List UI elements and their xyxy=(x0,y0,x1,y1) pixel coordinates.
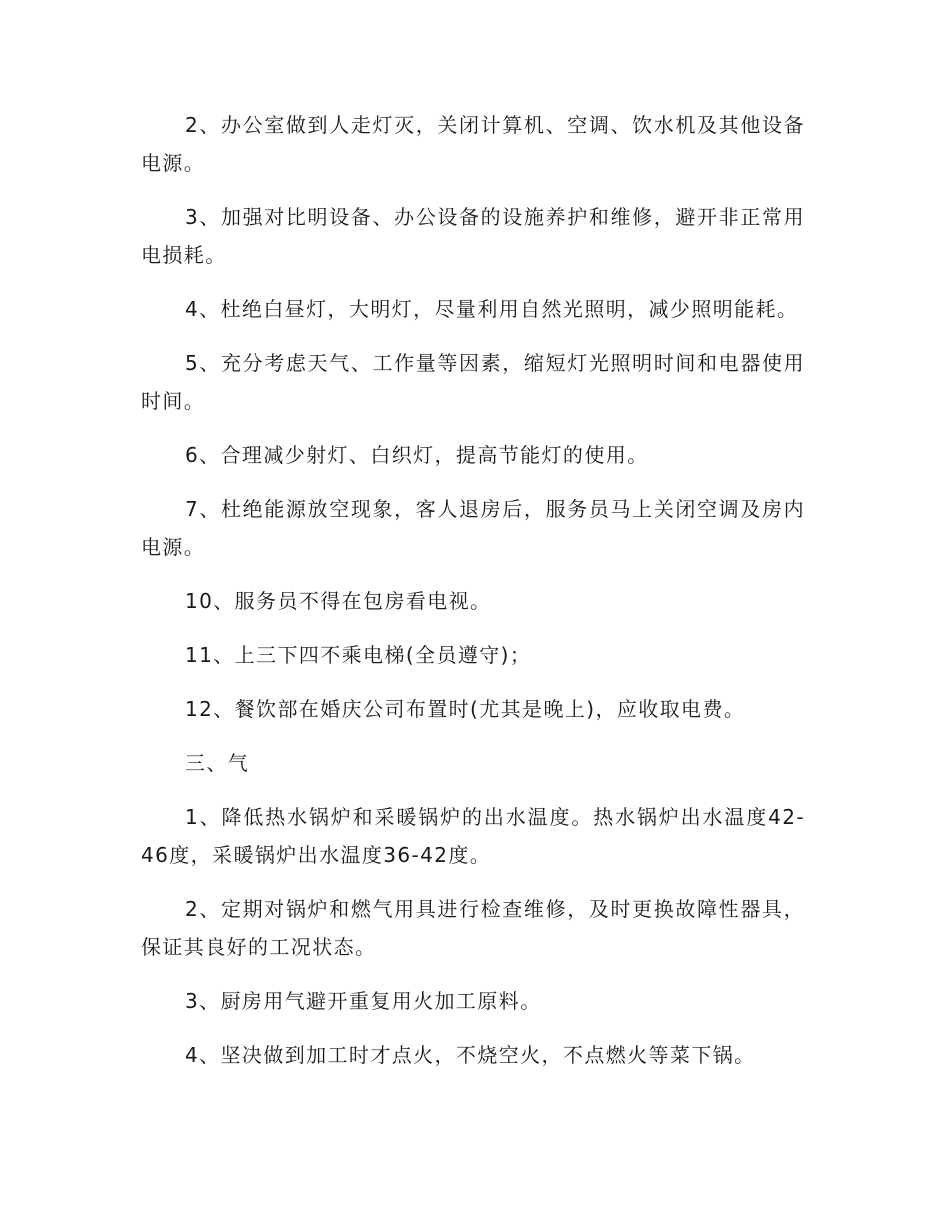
paragraph-gas-item-3-kitchen-fire: 3、厨房用气避开重复用火加工原料。 xyxy=(185,989,542,1013)
paragraph-item-2-office-power: 2、办公室做到人走灯灭，关闭计算机、空调、饮水机及其他设备电源。 xyxy=(141,113,805,175)
paragraph-item-5-usage-time: 5、充分考虑天气、工作量等因素，缩短灯光照明时间和电器使用时间。 xyxy=(141,351,805,413)
paragraph-item-12-wedding-electricity-fee: 12、餐饮部在婚庆公司布置时(尤其是晚上)，应收取电费。 xyxy=(185,697,746,721)
paragraph-gas-item-2-inspection: 2、定期对锅炉和燃气用具进行检查维修，及时更换故障性器具，保证其良好的工况状态。 xyxy=(141,897,805,959)
section-heading-gas: 三、气 xyxy=(185,751,250,775)
paragraph-gas-item-4-ignition-rule: 4、坚决做到加工时才点火，不烧空火，不点燃火等菜下锅。 xyxy=(185,1043,756,1067)
document-body xyxy=(141,106,805,1090)
paragraph-item-6-energy-saving-lamps: 6、合理减少射灯、白织灯，提高节能灯的使用。 xyxy=(185,443,649,467)
paragraph-item-10-no-tv: 10、服务员不得在包房看电视。 xyxy=(185,589,492,613)
paragraph-item-3-equipment-maintenance: 3、加强对比明设备、办公设备的设施养护和维修，避开非正常用电损耗。 xyxy=(141,205,805,267)
paragraph-item-7-checkout-power-off: 7、杜绝能源放空现象，客人退房后，服务员马上关闭空调及房内电源。 xyxy=(141,497,805,559)
paragraph-item-11-elevator-rule: 11、上三下四不乘电梯(全员遵守)； xyxy=(185,643,532,667)
paragraph-item-4-daylight-lighting: 4、杜绝白昼灯，大明灯，尽量利用自然光照明，减少照明能耗。 xyxy=(185,297,799,321)
paragraph-gas-item-1-boiler-temperature: 1、降低热水锅炉和采暖锅炉的出水温度。热水锅炉出水温度42-46度，采暖锅炉出水温度36-42度。 xyxy=(141,805,805,867)
